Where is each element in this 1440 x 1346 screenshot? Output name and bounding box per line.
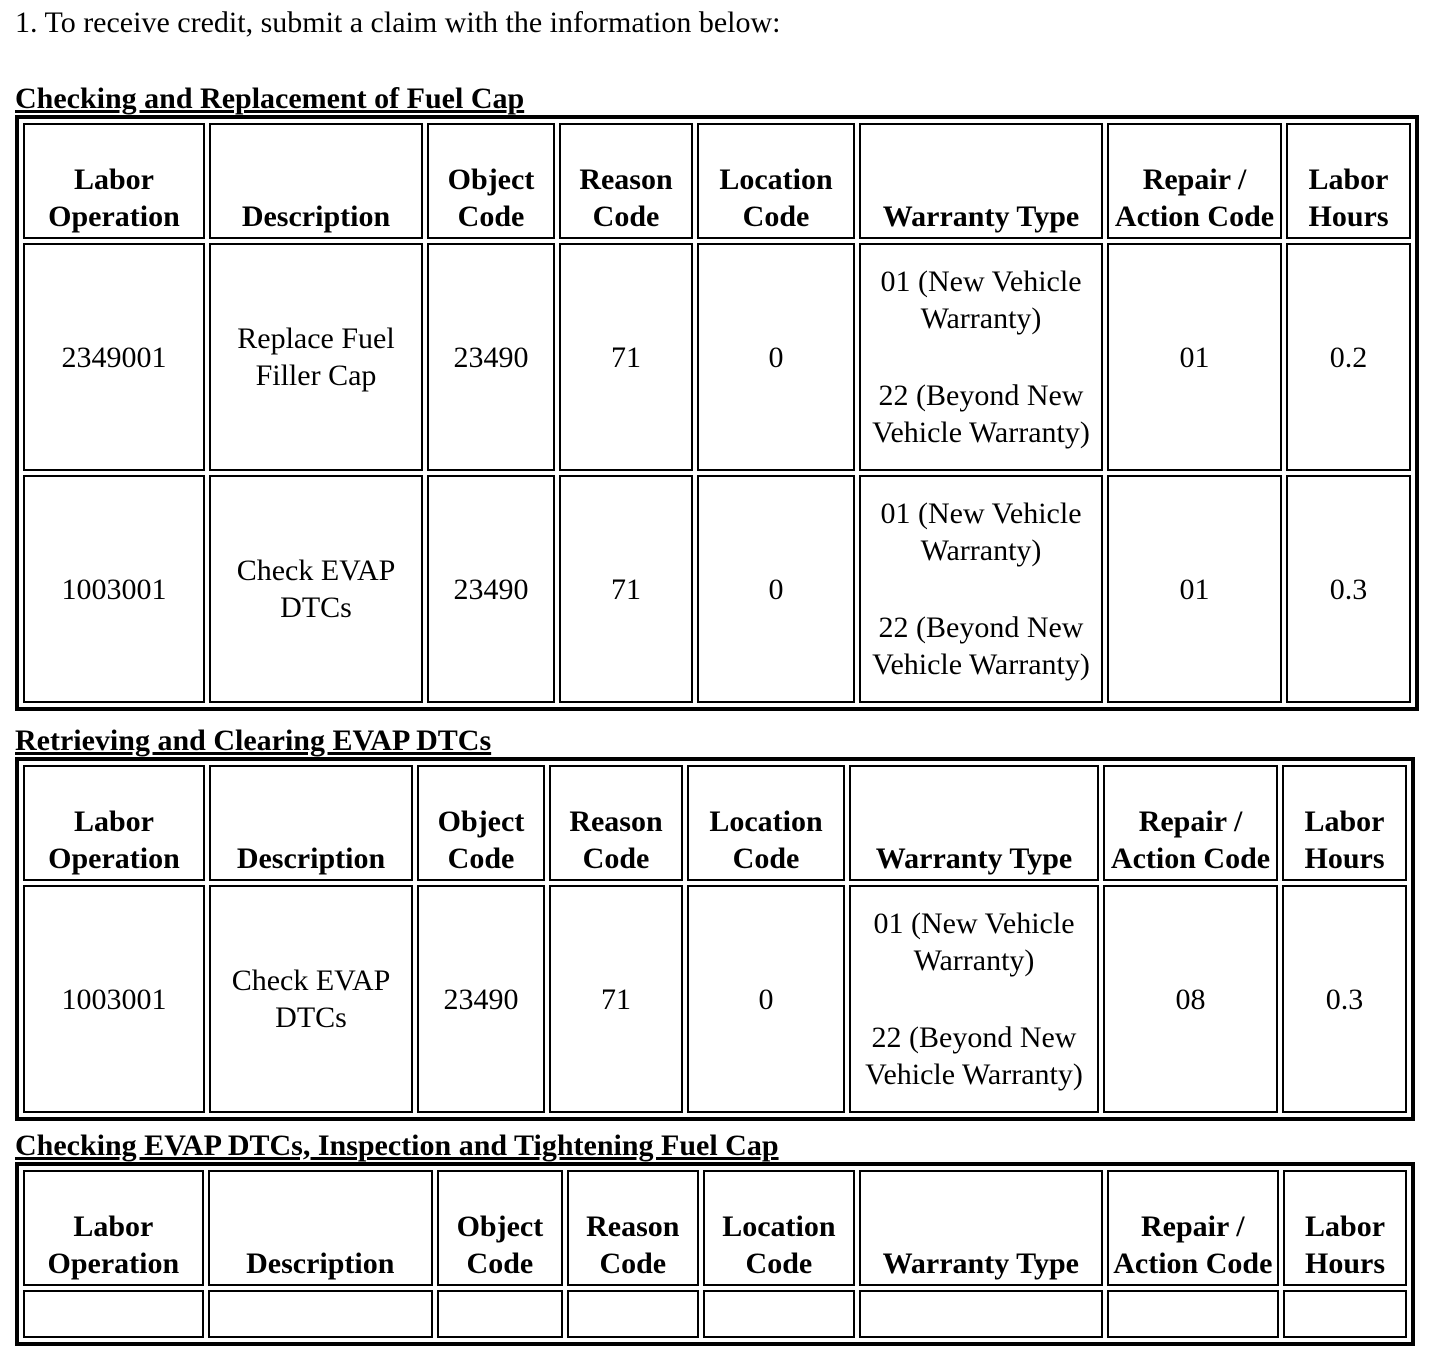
reason-code-cell: 71 — [559, 243, 693, 471]
empty-cell — [567, 1290, 699, 1338]
header-location-code: Location Code — [703, 1170, 855, 1286]
header-warranty-type: Warranty Type — [849, 765, 1099, 881]
warranty-type-cell — [859, 243, 1103, 471]
header-object-code: Object Code — [437, 1170, 563, 1286]
repair-action-code-cell: 08 — [1103, 885, 1278, 1113]
repair-action-code-cell: 01 — [1107, 475, 1282, 703]
claim-table-fuel-cap — [15, 115, 1419, 711]
claim-table-inspection-tightening — [15, 1162, 1415, 1346]
header-description: Description — [209, 765, 413, 881]
header-labor-operation: Labor Operation — [23, 123, 205, 239]
table-row — [23, 1290, 1407, 1338]
empty-cell — [437, 1290, 563, 1338]
header-warranty-type: Warranty Type — [859, 123, 1103, 239]
reason-code-cell: 71 — [549, 885, 683, 1113]
empty-cell — [208, 1290, 433, 1338]
header-repair-action-code: Repair / Action Code — [1103, 765, 1278, 881]
empty-cell — [1283, 1290, 1407, 1338]
description-cell: Check EVAP DTCs — [209, 885, 413, 1113]
header-reason-code: Reason Code — [559, 123, 693, 239]
header-object-code: Object Code — [427, 123, 555, 239]
section-title-inspection-tightening: Checking EVAP DTCs, Inspection and Tightening Fuel Cap — [15, 1129, 779, 1162]
intro-text: 1. To receive credit, submit a claim with the information below: — [15, 6, 781, 39]
labor-operation-cell: 2349001 — [23, 243, 205, 471]
section-title-fuel-cap: Checking and Replacement of Fuel Cap — [15, 82, 525, 115]
labor-hours-cell: 0.2 — [1286, 243, 1411, 471]
table-row — [23, 885, 1407, 1113]
warranty-beyond: 22 (Beyond New Vehicle Warranty) — [865, 1021, 1083, 1091]
header-labor-hours: Labor Hours — [1282, 765, 1407, 881]
empty-cell — [703, 1290, 855, 1338]
object-code-cell: 23490 — [427, 475, 555, 703]
header-reason-code: Reason Code — [549, 765, 683, 881]
empty-cell — [1107, 1290, 1280, 1338]
warranty-new: 01 (New Vehicle Warranty) — [880, 497, 1082, 567]
header-labor-operation: Labor Operation — [23, 765, 205, 881]
repair-action-code-cell: 01 — [1107, 243, 1282, 471]
labor-operation-cell: 1003001 — [23, 475, 205, 703]
warranty-type-cell — [859, 475, 1103, 703]
location-code-cell: 0 — [697, 475, 855, 703]
description-cell: Replace Fuel Filler Cap — [209, 243, 423, 471]
header-labor-hours: Labor Hours — [1283, 1170, 1407, 1286]
header-description: Description — [208, 1170, 433, 1286]
empty-cell — [23, 1290, 204, 1338]
header-repair-action-code: Repair / Action Code — [1107, 123, 1282, 239]
description-cell: Check EVAP DTCs — [209, 475, 423, 703]
table-header-row — [23, 765, 1407, 881]
location-code-cell: 0 — [687, 885, 845, 1113]
table-row — [23, 475, 1411, 703]
header-description: Description — [209, 123, 423, 239]
header-labor-hours: Labor Hours — [1286, 123, 1411, 239]
header-warranty-type: Warranty Type — [859, 1170, 1103, 1286]
table-header-row — [23, 123, 1411, 239]
warranty-beyond: 22 (Beyond New Vehicle Warranty) — [872, 611, 1090, 681]
header-location-code: Location Code — [687, 765, 845, 881]
object-code-cell: 23490 — [427, 243, 555, 471]
labor-hours-cell: 0.3 — [1286, 475, 1411, 703]
header-repair-action-code: Repair / Action Code — [1107, 1170, 1280, 1286]
labor-operation-cell: 1003001 — [23, 885, 205, 1113]
location-code-cell: 0 — [697, 243, 855, 471]
empty-cell — [859, 1290, 1103, 1338]
header-location-code: Location Code — [697, 123, 855, 239]
warranty-beyond: 22 (Beyond New Vehicle Warranty) — [872, 379, 1090, 449]
object-code-cell: 23490 — [417, 885, 545, 1113]
warranty-new: 01 (New Vehicle Warranty) — [873, 907, 1075, 977]
labor-hours-cell: 0.3 — [1282, 885, 1407, 1113]
header-object-code: Object Code — [417, 765, 545, 881]
reason-code-cell: 71 — [559, 475, 693, 703]
table-header-row — [23, 1170, 1407, 1286]
header-reason-code: Reason Code — [567, 1170, 699, 1286]
claim-table-evap-dtcs — [15, 757, 1415, 1121]
section-title-evap-dtcs: Retrieving and Clearing EVAP DTCs — [15, 724, 492, 757]
warranty-type-cell — [849, 885, 1099, 1113]
warranty-new: 01 (New Vehicle Warranty) — [880, 265, 1082, 335]
header-labor-operation: Labor Operation — [23, 1170, 204, 1286]
table-row — [23, 243, 1411, 471]
